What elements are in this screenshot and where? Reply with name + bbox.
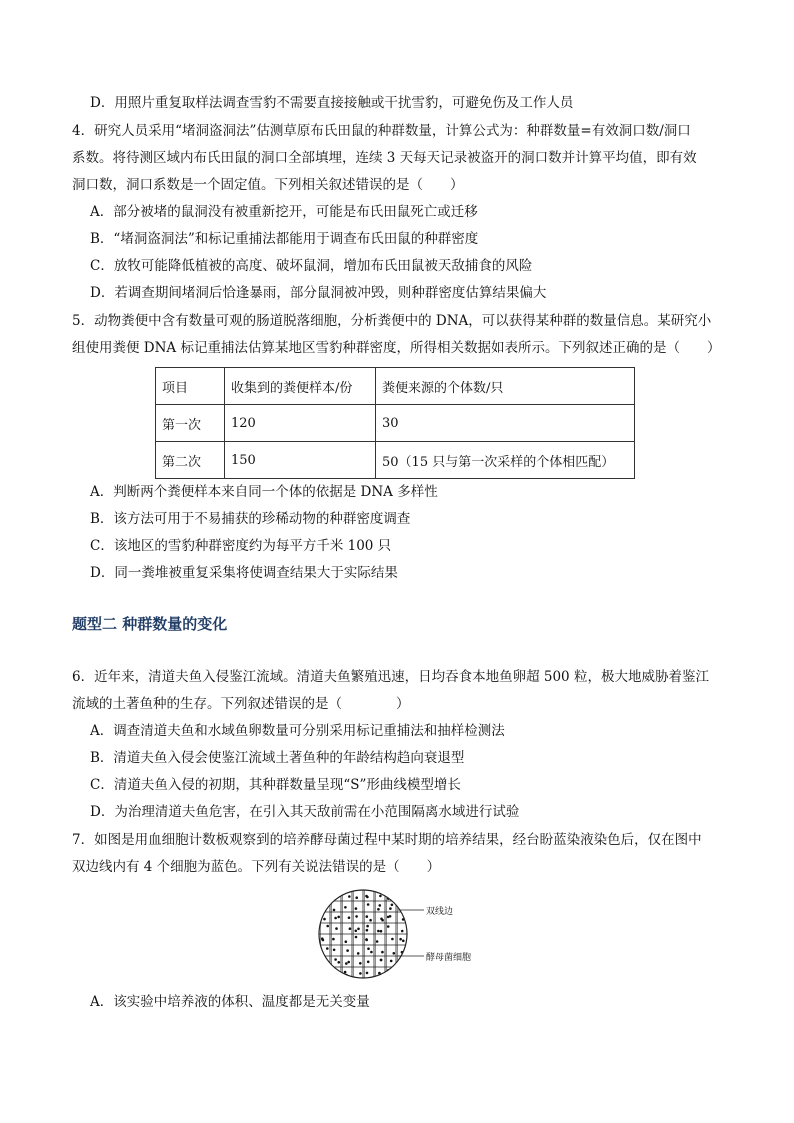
q4-stem-line-1: 4．研究人员采用“堵洞盗洞法”估测草原布氏田鼠的种群数量，计算公式为：种群数量=有效洞口数/洞口 [72, 123, 691, 139]
q5-option-c: C．该地区的雪豹种群密度约为每平方千米 100 只 [90, 538, 392, 554]
yeast-cell-dot [366, 929, 369, 932]
table-cell: 第一次 [156, 405, 225, 442]
yeast-cell-dot [345, 962, 348, 965]
yeast-cell-dot [379, 895, 382, 898]
q6-option-b: B．清道夫鱼入侵会使鉴江流域土著鱼种的年龄结构趋向衰退型 [90, 750, 465, 766]
q4-option-d: D．若调查期间堵洞后恰逢暴雨，部分鼠洞被冲毁，则种群密度估算结果偏大 [90, 285, 547, 301]
yeast-cell-dot [355, 936, 358, 939]
yeast-cell-dot [357, 928, 360, 931]
section-heading: 题型二 种群数量的变化 [72, 615, 228, 633]
yeast-cell-dot [346, 949, 349, 952]
q7-stem-line-1: 7．如图是用血细胞计数板观察到的培养酵母菌过程中某时期的培养结果，经台盼蓝染液染色后，仅在图中 [72, 832, 702, 848]
table-cell: 50（15 只与第一次采样的个体相匹配） [376, 442, 635, 479]
q7-option-a: A．该实验中培养液的体积、温度都是无关变量 [90, 994, 370, 1010]
hemocytometer-figure [318, 884, 478, 984]
q5-stem-line-2: 组使用粪便 DNA 标记重捕法估算某地区雪豹种群密度，所得相关数据如表所示。下列叙述正确的是（ ） [72, 340, 721, 356]
q5-option-d: D．同一粪堆被重复采集将使调查结果大于实际结果 [90, 565, 398, 581]
yeast-cell-dot [366, 925, 369, 928]
q4-option-b: B．“堵洞盗洞法”和标记重捕法都能用于调查布氏田鼠的种群密度 [90, 231, 479, 247]
table-row [156, 442, 635, 479]
yeast-cell-dot [345, 940, 348, 943]
yeast-cell-dot [401, 930, 404, 933]
yeast-cell-dot [323, 918, 326, 921]
label-yeast-cell: 酵母菌细胞 [426, 953, 472, 963]
yeast-cell-dot [355, 915, 358, 918]
q6-option-d: D．为治理清道夫鱼危害，在引入其天敌前需在小范围隔离水域进行试验 [90, 804, 520, 820]
q5-data-table [155, 367, 635, 479]
yeast-cell-dot [326, 925, 329, 928]
yeast-cell-dot [349, 927, 352, 930]
yeast-cell-dot [348, 895, 351, 898]
table-cell: 150 [225, 442, 376, 479]
yeast-cell-dot [376, 940, 379, 943]
q6-stem-line-2: 流域的土著鱼种的生存。下列叙述错误的是（ ） [72, 696, 410, 712]
yeast-cell-dot [367, 961, 370, 964]
q3-option-d: D．用照片重复取样法调查雪豹不需要直接接触或干扰雪豹，可避免伤及工作人员 [90, 95, 574, 111]
yeast-cell-dot [399, 938, 402, 941]
yeast-cell-dot [389, 915, 392, 918]
yeast-cell-dot [359, 962, 362, 965]
yeast-cell-dot [333, 973, 336, 976]
yeast-cell-dot [389, 907, 392, 910]
yeast-cell-dot [377, 930, 380, 933]
yeast-cell-dot [337, 916, 340, 919]
yeast-cell-dot [323, 970, 326, 973]
yeast-cell-dot [404, 961, 407, 964]
yeast-cell-dot [380, 959, 383, 962]
yeast-cell-dot [334, 974, 337, 977]
yeast-cell-dot [344, 906, 347, 909]
q4-option-a: A．部分被堵的鼠洞没有被重新挖开，可能是布氏田鼠死亡或迁移 [90, 204, 478, 220]
yeast-cell-dot [334, 958, 337, 961]
q6-option-a: A．调查清道夫鱼和水域鱼卵数量可分别采用标记重捕法和抽样检测法 [90, 723, 505, 739]
yeast-cell-dot [403, 969, 406, 972]
yeast-cell-dot [398, 894, 401, 897]
yeast-cell-dot [387, 925, 390, 928]
label-double-line: 双线边 [426, 907, 454, 917]
table-cell: 30 [376, 405, 635, 442]
yeast-cell-dot [390, 960, 393, 963]
table-cell: 第二次 [156, 442, 225, 479]
q4-option-c: C．放牧可能降低植被的高度、破坏鼠洞，增加布氏田鼠被天敌捕食的风险 [90, 258, 533, 274]
yeast-cell-dot [367, 903, 370, 906]
yeast-cell-dot [380, 918, 383, 921]
q5-option-b: B．该方法可用于不易捕获的珍稀动物的种群密度调查 [90, 511, 411, 527]
yeast-cell-dot [370, 951, 373, 954]
q4-stem-line-3: 洞口数，洞口系数是一个固定值。下列相关叙述错误的是（ ） [72, 177, 464, 193]
yeast-cell-dot [367, 947, 370, 950]
yeast-cell-dot [377, 908, 380, 911]
yeast-cell-dot [333, 909, 336, 912]
yeast-cell-dot [403, 893, 406, 896]
q6-stem-line-1: 6．近年来，清道夫鱼入侵鉴江流域。清道夫鱼繁殖迅速，日均吞食本地鱼卵超 500 粒，极大地威胁着鉴江 [72, 669, 709, 685]
yeast-cell-dot [366, 915, 369, 918]
yeast-cell-dot [391, 938, 394, 941]
table-header-cell: 粪便来源的个体数/只 [376, 368, 635, 405]
q5-option-a: A．判断两个粪便样本来自同一个体的依据是 DNA 多样性 [90, 484, 438, 500]
yeast-cell-dot [334, 917, 337, 920]
yeast-cell-dot [357, 952, 360, 955]
yeast-cell-dot [332, 938, 335, 941]
yeast-cell-dot [393, 952, 396, 955]
yeast-cell-dot [359, 972, 362, 975]
yeast-cell-dot [366, 972, 369, 975]
yeast-cell-dot [402, 940, 405, 943]
table-cell: 120 [225, 405, 376, 442]
yeast-cell-dot [365, 939, 368, 942]
yeast-cell-dot [369, 919, 372, 922]
yeast-cell-dot [338, 961, 341, 964]
yeast-cell-dot [400, 903, 403, 906]
yeast-cell-dot [355, 930, 358, 933]
yeast-cell-dot [321, 937, 324, 940]
yeast-cell-dot [391, 904, 394, 907]
q5-stem-line-1: 5．动物粪便中含有数量可观的肠道脱落细胞，分析粪便中的 DNA，可以获得某种群的数量信息。某研究小 [72, 313, 712, 329]
yeast-cell-dot [334, 895, 337, 898]
yeast-cell-dot [348, 916, 351, 919]
table-header-cell: 收集到的粪便样本/份 [225, 368, 376, 405]
q6-option-c: C．清道夫鱼入侵的初期，其种群数量呈现“S”形曲线模型增长 [90, 777, 461, 793]
hemocytometer-diagram [318, 884, 478, 984]
yeast-cell-dot [347, 961, 350, 964]
yeast-cell-dot [379, 904, 382, 907]
table-row [156, 405, 635, 442]
yeast-cell-dot [380, 930, 383, 933]
yeast-cell-dot [326, 947, 329, 950]
yeast-cell-dot [400, 972, 403, 975]
q7-stem-line-2: 双边线内有 4 个细胞为蓝色。下列有关说法错误的是（ ） [72, 859, 441, 875]
yeast-cell-dot [366, 896, 369, 899]
table-header-cell: 项目 [156, 368, 225, 405]
yeast-cell-dot [324, 892, 327, 895]
yeast-cell-dot [335, 927, 338, 930]
yeast-cell-dot [333, 949, 336, 952]
table-header-row [156, 368, 635, 405]
yeast-cell-dot [355, 896, 358, 899]
q4-stem-line-2: 系数。将待测区域内布氏田鼠的洞口全部填埋，连续 3 天每天记录被盗开的洞口数并计算平均值，即有效 [72, 150, 697, 166]
yeast-cell-dot [344, 971, 347, 974]
yeast-cell-dot [355, 907, 358, 910]
counting-grid [318, 884, 418, 984]
yeast-cell-dot [381, 951, 384, 954]
